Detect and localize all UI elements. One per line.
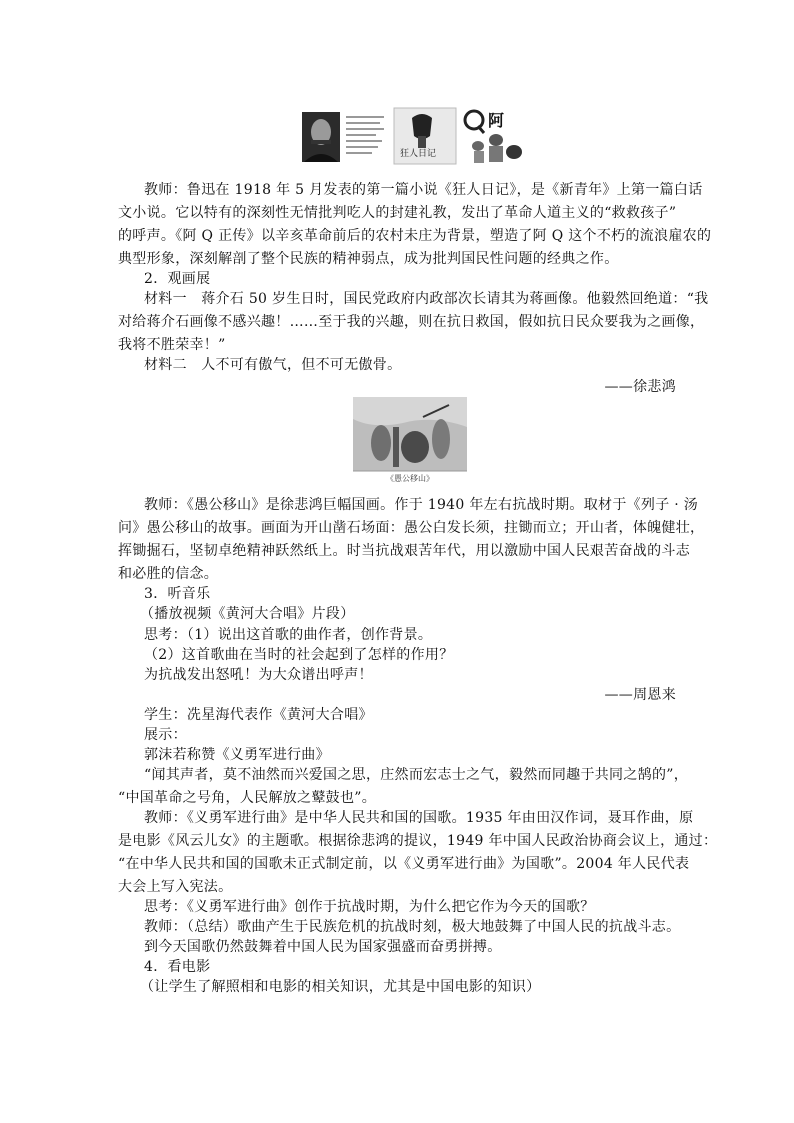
luxun-portraits-figure bbox=[300, 106, 525, 166]
text-line: 郭沫若称赞《义勇军进行曲》 bbox=[144, 747, 330, 763]
text-line: （让学生了解照相和电影的相关知识，尤其是中国电影的知识） bbox=[140, 979, 541, 995]
yugong-painting bbox=[353, 397, 467, 483]
text-line: 展示： bbox=[144, 727, 187, 743]
text-line: 材料一 蒋介石 50 岁生日时，国民党政府内政部次长请其为蒋画像。他毅然回绝道：“我 bbox=[144, 291, 709, 307]
text-line: 教师：《愚公移山》是徐悲鸿巨幅国画。作于 1940 年左右抗战时期。取材于《列子 · 汤 bbox=[144, 497, 699, 513]
aq-title-text: 阿 bbox=[488, 111, 505, 130]
text-line: 材料二 人不可有傲气，但不可无傲骨。 bbox=[144, 357, 402, 373]
text-line: 学生：冼星海代表作《黄河大合唱》 bbox=[144, 707, 373, 723]
text-line: （播放视频《黄河大合唱》片段） bbox=[140, 606, 355, 622]
text-line: 到今天国歌仍然鼓舞着中国人民为国家强盛而奋勇拼搏。 bbox=[144, 939, 502, 955]
section-heading: 2．观画展 bbox=[144, 271, 211, 287]
text-line: 为抗战发出怒吼！为大众谱出呼声！ bbox=[144, 667, 373, 683]
text-line: 思考：（1）说出这首歌的曲作者，创作背景。 bbox=[144, 627, 433, 643]
text-line: 大会上写入宪法。 bbox=[118, 879, 233, 895]
luxun-image-row bbox=[300, 106, 525, 166]
text-line: 挥锄掘石，坚韧卓绝精神跃然纸上。时当抗战艰苦年代，用以激励中国人民艰苦奋战的斗志 bbox=[118, 543, 690, 559]
text-line: 教师：（总结）歌曲产生于民族危机的抗战时刻，极大地鼓舞了中国人民的抗战斗志。 bbox=[144, 919, 681, 935]
text-line: 文小说。它以特有的深刻性无情批判吃人的封建礼教，发出了革命人道主义的“救救孩子” bbox=[118, 205, 677, 221]
section-heading: 3．听音乐 bbox=[144, 586, 211, 602]
text-line: 对给蒋介石画像不感兴趣！……至于我的兴趣，则在抗日救国，假如抗日民众要我为之画像， bbox=[118, 314, 705, 330]
text-line: （2）这首歌曲在当时的社会起到了怎样的作用？ bbox=[144, 647, 454, 663]
painting-caption: 《愚公移山》 bbox=[386, 474, 434, 483]
yugong-painting-figure bbox=[353, 397, 467, 483]
attribution: ——周恩来 bbox=[604, 687, 676, 703]
text-line: 典型形象，深刻解剖了整个民族的精神弱点，成为批判国民性问题的经典之作。 bbox=[118, 251, 619, 267]
text-line: 是电影《风云儿女》的主题歌。根据徐悲鸿的提议，1949 年中国人民政治协商会议上，通过： bbox=[118, 833, 718, 849]
text-line: 和必胜的信念。 bbox=[118, 566, 219, 582]
text-line: 教师：鲁迅在 1918 年 5 月发表的第一篇小说《狂人日记》，是《新青年》上第一篇白话 bbox=[144, 182, 703, 198]
text-line: “中国革命之号角，人民解放之鼙鼓也”。 bbox=[118, 790, 377, 806]
text-line: 教师：《义勇军进行曲》是中华人民共和国的国歌。1935 年由田汉作词，聂耳作曲，原 bbox=[144, 810, 694, 826]
text-line: 我将不胜荣幸！” bbox=[118, 337, 226, 353]
text-line: 思考：《义勇军进行曲》创作于抗战时期，为什么把它作为今天的国歌？ bbox=[144, 899, 595, 915]
text-line: “在中华人民共和国的国歌未正式制定前，以《义勇军进行曲》为国歌”。2004 年人民代表 bbox=[118, 856, 690, 872]
cover-title-text: 狂人日记 bbox=[400, 149, 437, 159]
text-line: “闻其声者，莫不油然而兴爱国之思，庄然而宏志士之气，毅然而同趣于共同之鹄的”， bbox=[144, 767, 689, 783]
section-heading: 4．看电影 bbox=[144, 959, 211, 975]
text-line: 问》愚公移山的故事。画面为开山凿石场面：愚公白发长须，拄锄而立；开山者，体魄健壮， bbox=[118, 520, 705, 536]
attribution: ——徐悲鸿 bbox=[604, 379, 676, 395]
text-line: 的呼声。《阿 Q 正传》以辛亥革命前后的农村未庄为背景，塑造了阿 Q 这个不朽的流浪雇农的 bbox=[118, 228, 712, 244]
